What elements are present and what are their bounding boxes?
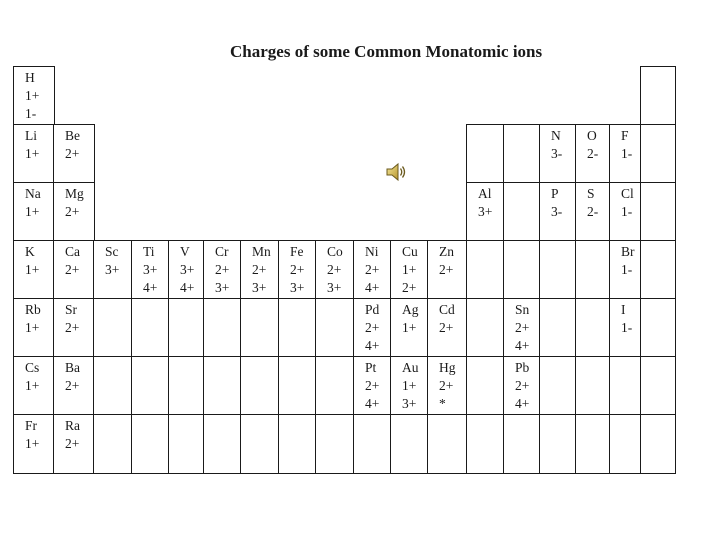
ion-charge: 1+ <box>25 88 40 103</box>
element-symbol: Ni <box>365 244 379 259</box>
element-symbol: Ra <box>65 418 80 433</box>
element-symbol: Li <box>25 128 37 143</box>
element-cell-al <box>466 182 505 242</box>
ion-charge: 1+ <box>25 262 40 277</box>
element-cell-empty-r1c17 <box>640 124 676 184</box>
page-title: Charges of some Common Monatomic ions <box>230 42 543 61</box>
element-cell-empty-r6c8 <box>315 414 355 474</box>
ion-charge: 1+ <box>25 436 40 451</box>
element-cell-k <box>13 240 55 300</box>
element-cell-empty-r4c7 <box>278 298 317 358</box>
element-cell-empty-r4c8 <box>315 298 355 358</box>
element-cell-empty-r4c3 <box>131 298 170 358</box>
ion-charge: 4+ <box>515 338 530 353</box>
ion-charge: 1+ <box>402 378 417 393</box>
element-cell-empty-r6c9 <box>353 414 392 474</box>
element-cell-empty-r5c12 <box>466 356 505 416</box>
element-cell-empty-r6c14 <box>539 414 577 474</box>
ion-charge: 4+ <box>365 280 380 295</box>
ion-charge: 1- <box>621 320 633 335</box>
ion-charge: 3+ <box>478 204 493 219</box>
ion-charge: 1+ <box>402 320 417 335</box>
element-cell-empty-r2c13 <box>503 182 541 242</box>
ion-charge: 1+ <box>402 262 417 277</box>
ion-charge: 1+ <box>25 320 40 335</box>
element-symbol: Sr <box>65 302 78 317</box>
element-cell-empty-r6c12 <box>466 414 505 474</box>
element-cell-s <box>575 182 611 242</box>
element-symbol: Pt <box>365 360 377 375</box>
element-cell-empty-r3c13 <box>503 240 541 300</box>
element-cell-au <box>390 356 429 416</box>
element-cell-empty-r5c7 <box>278 356 317 416</box>
element-cell-empty-r5c15 <box>575 356 611 416</box>
ion-charge: 2+ <box>439 378 454 393</box>
element-cell-h <box>13 66 55 126</box>
ion-charge: 2+ <box>215 262 230 277</box>
element-cell-empty-r3c15 <box>575 240 611 300</box>
ion-charge: 2+ <box>515 320 530 335</box>
element-symbol: N <box>551 128 561 143</box>
element-cell-cs <box>13 356 55 416</box>
element-cell-pb <box>503 356 541 416</box>
element-cell-empty-r5c5 <box>203 356 242 416</box>
element-symbol: Na <box>25 186 41 201</box>
element-cell-empty-r5c2 <box>93 356 133 416</box>
element-symbol: Pd <box>365 302 380 317</box>
element-cell-empty-r3c17 <box>640 240 676 300</box>
element-cell-sc <box>93 240 133 300</box>
ion-charge: 1+ <box>25 378 40 393</box>
ion-charge: 2+ <box>402 280 417 295</box>
element-cell-pt <box>353 356 392 416</box>
ion-charge: 2+ <box>65 262 80 277</box>
ion-charge: 2+ <box>439 262 454 277</box>
ion-charge: 3+ <box>290 280 305 295</box>
element-symbol: Zn <box>439 244 454 259</box>
element-symbol: Be <box>65 128 80 143</box>
element-cell-p <box>539 182 577 242</box>
element-symbol: Rb <box>25 302 41 317</box>
element-cell-empty-r3c12 <box>466 240 505 300</box>
ion-charge: 2+ <box>65 320 80 335</box>
element-cell-empty-r6c13 <box>503 414 541 474</box>
element-cell-hg <box>427 356 468 416</box>
ion-charge: 3+ <box>252 280 267 295</box>
element-cell-pd <box>353 298 392 358</box>
element-cell-empty-r6c4 <box>168 414 205 474</box>
element-cell-mg <box>53 182 95 242</box>
element-cell-empty-r6c11 <box>427 414 468 474</box>
ion-charge: 2+ <box>290 262 305 277</box>
element-cell-empty-r0c17 <box>640 66 676 126</box>
ion-charge: 2+ <box>65 378 80 393</box>
element-cell-br <box>609 240 642 300</box>
ion-charge: 3- <box>551 146 563 161</box>
element-cell-cd <box>427 298 468 358</box>
element-cell-ba <box>53 356 95 416</box>
ion-charge: * <box>439 396 446 411</box>
element-cell-ag <box>390 298 429 358</box>
ion-charge: 2+ <box>65 436 80 451</box>
element-cell-empty-r1c13 <box>503 124 541 184</box>
element-cell-empty-r4c6 <box>240 298 280 358</box>
ion-charge: 1- <box>25 106 37 121</box>
element-cell-empty-r5c16 <box>609 356 642 416</box>
element-cell-zn <box>427 240 468 300</box>
element-cell-be <box>53 124 95 184</box>
element-cell-fr <box>13 414 55 474</box>
element-symbol: Cl <box>621 186 634 201</box>
element-cell-fe <box>278 240 317 300</box>
element-symbol: H <box>25 70 35 85</box>
element-cell-na <box>13 182 55 242</box>
element-cell-ca <box>53 240 95 300</box>
element-symbol: Al <box>478 186 492 201</box>
element-cell-empty-r6c17 <box>640 414 676 474</box>
element-cell-empty-r4c5 <box>203 298 242 358</box>
ion-charge: 4+ <box>515 396 530 411</box>
element-symbol: Mg <box>65 186 84 201</box>
element-symbol: K <box>25 244 35 259</box>
element-symbol: O <box>587 128 597 143</box>
element-symbol: Au <box>402 360 419 375</box>
element-symbol: Co <box>327 244 343 259</box>
ion-charge: 3+ <box>327 280 342 295</box>
ion-charge: 1+ <box>25 146 40 161</box>
element-cell-empty-r2c17 <box>640 182 676 242</box>
element-cell-empty-r4c12 <box>466 298 505 358</box>
ion-charge: 2+ <box>252 262 267 277</box>
ion-charge: 2+ <box>65 146 80 161</box>
element-symbol: Pb <box>515 360 530 375</box>
element-cell-empty-r6c10 <box>390 414 429 474</box>
element-cell-li <box>13 124 55 184</box>
element-cell-cl <box>609 182 642 242</box>
element-symbol: Fe <box>290 244 304 259</box>
element-symbol: Ti <box>143 244 155 259</box>
ion-charge: 3- <box>551 204 563 219</box>
element-symbol: Sc <box>105 244 119 259</box>
element-cell-empty-r5c4 <box>168 356 205 416</box>
element-symbol: Cd <box>439 302 455 317</box>
element-symbol: Hg <box>439 360 456 375</box>
element-symbol: F <box>621 128 629 143</box>
element-cell-cu <box>390 240 429 300</box>
element-cell-ti <box>131 240 170 300</box>
ion-charge: 4+ <box>365 396 380 411</box>
ion-charge: 2+ <box>515 378 530 393</box>
element-cell-co <box>315 240 355 300</box>
element-symbol: S <box>587 186 595 201</box>
ion-charge: 2+ <box>65 204 80 219</box>
element-cell-empty-r4c2 <box>93 298 133 358</box>
ion-charge: 3+ <box>215 280 230 295</box>
ion-charge: 4+ <box>143 280 158 295</box>
element-symbol: Cs <box>25 360 40 375</box>
element-cell-empty-r6c2 <box>93 414 133 474</box>
element-symbol: Ag <box>402 302 419 317</box>
speaker-icon[interactable] <box>384 160 408 184</box>
element-symbol: V <box>180 244 190 259</box>
ion-charge: 4+ <box>180 280 195 295</box>
element-cell-rb <box>13 298 55 358</box>
element-cell-mn <box>240 240 280 300</box>
element-cell-f <box>609 124 642 184</box>
ion-charge: 2+ <box>365 378 380 393</box>
ion-charge: 3+ <box>105 262 120 277</box>
element-cell-empty-r5c14 <box>539 356 577 416</box>
element-cell-ni <box>353 240 392 300</box>
element-symbol: I <box>621 302 626 317</box>
element-cell-v <box>168 240 205 300</box>
ion-charge: 2+ <box>365 262 380 277</box>
element-cell-empty-r3c14 <box>539 240 577 300</box>
ion-charge: 4+ <box>365 338 380 353</box>
element-cell-empty-r6c5 <box>203 414 242 474</box>
element-symbol: Ba <box>65 360 80 375</box>
ion-charge: 1- <box>621 146 633 161</box>
ion-charge: 2- <box>587 204 599 219</box>
element-cell-empty-r5c3 <box>131 356 170 416</box>
element-cell-empty-r6c3 <box>131 414 170 474</box>
element-cell-sn <box>503 298 541 358</box>
element-cell-empty-r4c15 <box>575 298 611 358</box>
element-cell-empty-r1c12 <box>466 124 505 184</box>
ion-charge: 3+ <box>180 262 195 277</box>
element-symbol: Cu <box>402 244 418 259</box>
ion-charge: 2- <box>587 146 599 161</box>
element-symbol: Br <box>621 244 635 259</box>
ion-charge: 3+ <box>143 262 158 277</box>
ion-charge: 1- <box>621 262 633 277</box>
element-cell-empty-r5c17 <box>640 356 676 416</box>
element-cell-ra <box>53 414 95 474</box>
element-cell-empty-r6c7 <box>278 414 317 474</box>
element-cell-empty-r5c6 <box>240 356 280 416</box>
element-cell-sr <box>53 298 95 358</box>
element-symbol: Cr <box>215 244 229 259</box>
element-symbol: Ca <box>65 244 80 259</box>
element-cell-i <box>609 298 642 358</box>
ion-charge: 1- <box>621 204 633 219</box>
element-symbol: P <box>551 186 559 201</box>
element-cell-empty-r5c8 <box>315 356 355 416</box>
element-cell-cr <box>203 240 242 300</box>
element-cell-empty-r6c16 <box>609 414 642 474</box>
ion-charge: 3+ <box>402 396 417 411</box>
ion-charge: 2+ <box>439 320 454 335</box>
ion-charge: 2+ <box>365 320 380 335</box>
ion-charge: 2+ <box>327 262 342 277</box>
element-symbol: Sn <box>515 302 530 317</box>
element-symbol: Fr <box>25 418 38 433</box>
element-cell-empty-r6c6 <box>240 414 280 474</box>
element-cell-o <box>575 124 611 184</box>
ion-charge: 1+ <box>25 204 40 219</box>
element-cell-empty-r4c14 <box>539 298 577 358</box>
element-cell-empty-r6c15 <box>575 414 611 474</box>
element-cell-empty-r4c17 <box>640 298 676 358</box>
element-symbol: Mn <box>252 244 271 259</box>
element-cell-empty-r4c4 <box>168 298 205 358</box>
element-cell-n <box>539 124 577 184</box>
